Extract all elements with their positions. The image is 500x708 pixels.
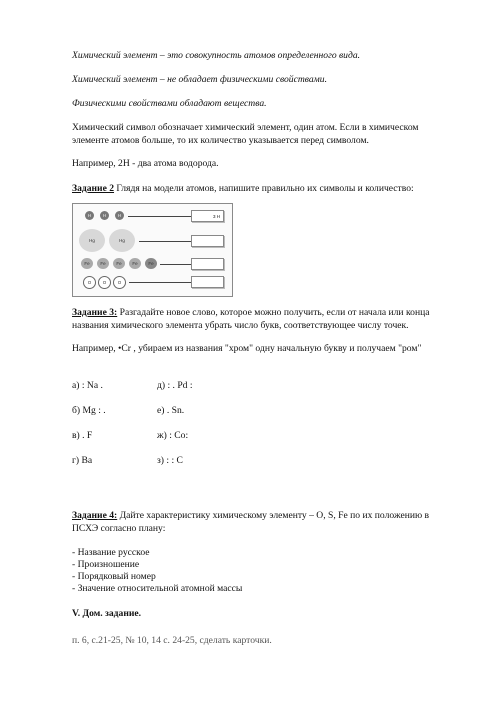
task3-label: Задание 3: bbox=[72, 307, 118, 318]
atom-fe-5: Fe bbox=[145, 258, 157, 269]
atom-fe-1: Fe bbox=[81, 258, 93, 269]
plan-item-1: - Название русское bbox=[72, 547, 150, 558]
atom-model-figure bbox=[72, 203, 233, 297]
homework-text: п. 6, с.21-25, № 10, 14 с. 24-25, сделать карточки. bbox=[72, 635, 272, 646]
atom-o-1: O bbox=[83, 276, 96, 289]
row4-line bbox=[129, 282, 195, 283]
task4-heading bbox=[72, 510, 442, 535]
atom-h-3: H bbox=[115, 211, 124, 220]
task4-label: Задание 4: bbox=[72, 510, 118, 521]
atom-fe-2: Fe bbox=[97, 258, 109, 269]
definition-2: Химический элемент – не обладает физическими свойствами. bbox=[72, 74, 328, 85]
task3-heading bbox=[72, 307, 442, 332]
atom-fe-3: Fe bbox=[113, 258, 125, 269]
definition-3: Физическими свойствами обладают вещества. bbox=[72, 98, 267, 109]
task3-item-z: з) : : C bbox=[157, 455, 183, 466]
task3-item-a: а) : Na . bbox=[72, 380, 103, 391]
task3-item-g: г) Ba bbox=[72, 455, 93, 466]
symbol-paragraph: Химический символ обозначает химический элемент, один атом. Если в химическом элементе атомов больше, то их количество указывается перед символом. bbox=[72, 122, 419, 146]
row2-line bbox=[139, 241, 195, 242]
answer-box-3 bbox=[191, 258, 224, 270]
task2-label: Задание 2 bbox=[72, 183, 115, 194]
atom-hg-2: Hg bbox=[109, 229, 135, 252]
answer-box-2 bbox=[191, 235, 224, 247]
task4-text: Дайте характеристику химическому элементу – O, S, Fe по их положению в ПСХЭ согласно плану: bbox=[72, 510, 430, 534]
plan-item-3: - Порядковый номер bbox=[72, 571, 156, 582]
row1-line bbox=[128, 216, 198, 217]
task3-example: Например, •Cr , убираем из названия "хром" одну начальную букву и получаем "ром" bbox=[72, 343, 422, 354]
atom-fe-4: Fe bbox=[129, 258, 141, 269]
task3-item-v: в) . F bbox=[72, 430, 93, 441]
atom-h-2: H bbox=[100, 211, 109, 220]
answer-box-1: 3 H bbox=[191, 210, 224, 222]
task3-item-e: е) . Sn. bbox=[157, 405, 185, 416]
example-hydrogen: Например, 2H - два атома водорода. bbox=[72, 158, 219, 169]
row3-line bbox=[160, 264, 195, 265]
answer-box-4 bbox=[191, 276, 224, 288]
task3-item-d: д) : . Pd : bbox=[157, 380, 193, 391]
task3-item-zh: ж) : Co: bbox=[157, 430, 189, 441]
atom-hg-1: Hg bbox=[79, 229, 105, 252]
atom-o-3: O bbox=[113, 276, 126, 289]
task2-heading bbox=[72, 183, 414, 196]
definition-1: Химический элемент – это совокупность атомов определенного вида. bbox=[72, 50, 361, 61]
plan-item-2: - Произношение bbox=[72, 559, 140, 570]
task3-text: Разгадайте новое слово, которое можно получить, если от начала или конца названия химического элемента убрать число букв, соответствующее числу точек. bbox=[72, 307, 430, 331]
atom-h-1: H bbox=[85, 211, 94, 220]
homework-title: V. Дом. задание. bbox=[72, 608, 142, 619]
atom-o-2: O bbox=[98, 276, 111, 289]
plan-item-4: - Значение относительной атомной массы bbox=[72, 583, 243, 594]
task2-text: Глядя на модели атомов, напишите правильно их символы и количество: bbox=[114, 183, 414, 194]
task3-item-b: б) Mg : . bbox=[72, 405, 106, 416]
